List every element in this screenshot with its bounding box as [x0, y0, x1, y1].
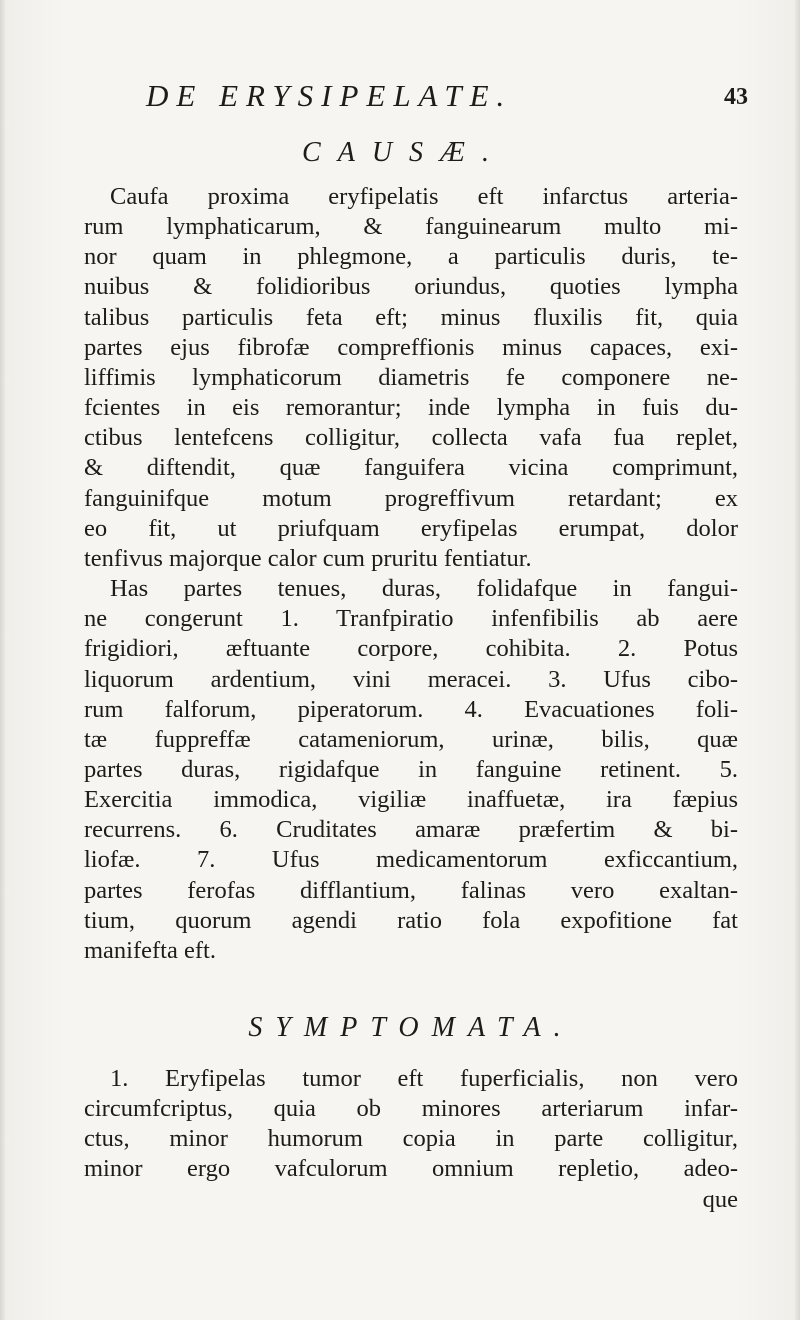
text-line: talibus particulis feta eft; minus fluxilis fit, quia: [84, 303, 738, 331]
text-line: rum lymphaticarum, & fanguinearum multo mi-: [84, 213, 738, 241]
text-line: nuibus & folidioribus oriundus, quoties lympha: [84, 273, 738, 301]
text-line: ctus, minor humorum copia in parte colligitur,: [84, 1125, 738, 1153]
text-line: nor quam in phlegmone, a particulis duris, te-: [84, 243, 738, 271]
text-line: Has partes tenues, duras, folidafque in fangui-: [110, 575, 738, 603]
text-line: Caufa proxima eryfipelatis eft infarctus arteria-: [110, 183, 738, 210]
causae-heading: CAUSÆ.: [302, 137, 506, 168]
text-line: ne congerunt 1. Tranfpiratio infenfibilis ab aere: [84, 605, 738, 633]
causae-body: [84, 182, 738, 966]
page-edge-right: [794, 0, 800, 1320]
running-title: DE ERYSIPELATE.: [146, 78, 513, 113]
text-line: fanguinifque motum progreffivum retardant; ex: [84, 484, 738, 512]
paragraph-proximate-cause: [84, 182, 738, 574]
text-line: eo fit, ut priufquam eryfipelas erumpat, dolor: [84, 514, 738, 542]
paragraph-remote-causes: [84, 574, 738, 966]
text-line: liquorum ardentium, vini meracei. 3. Ufus cibo-: [84, 665, 738, 693]
text-line: liffimis lymphaticorum diametris fe componere ne-: [84, 363, 738, 391]
text-line: manifefta eft.: [84, 936, 216, 964]
symptomata-heading: SYMPTOMATA.: [248, 1012, 574, 1043]
text-line: partes ferofas difflantium, falinas vero exaltan-: [84, 876, 738, 904]
running-head: [0, 78, 800, 118]
catchword: que: [702, 1185, 738, 1213]
text-line: ctibus lentefcens colligitur, collecta vafa fua replet,: [84, 424, 738, 452]
text-line: tium, quorum agendi ratio fola expofitione fat: [84, 906, 738, 934]
text-line: partes ejus fibrofæ compreffionis minus capaces, exi-: [84, 333, 738, 361]
text-line: Exercitia immodica, vigiliæ inaffuetæ, ira fæpius: [84, 786, 738, 814]
text-line: partes duras, rigidafque in fanguine retinent. 5.: [84, 755, 738, 783]
text-line: recurrens. 6. Cruditates amaræ præfertim & bi-: [84, 816, 738, 844]
page-edge-left: [0, 0, 6, 1320]
text-line: rum falforum, piperatorum. 4. Evacuationes foli-: [84, 695, 738, 723]
text-line: minor ergo vafculorum omnium repletio, adeo-: [84, 1155, 738, 1183]
text-line: frigidiori, æftuante corpore, cohibita. 2. Potus: [84, 635, 738, 663]
text-line: 1. Eryfipelas tumor eft fuperficialis, non vero: [110, 1065, 738, 1092]
text-line: tæ fuppreffæ catameniorum, urinæ, bilis, quæ: [84, 725, 738, 753]
text-line: circumfcriptus, quia ob minores arteriarum infar-: [84, 1095, 738, 1123]
text-line: liofæ. 7. Ufus medicamentorum exficcantium,: [84, 846, 738, 874]
text-line: & diftendit, quæ fanguifera vicina comprimunt,: [84, 454, 738, 482]
page-number: 43: [724, 84, 748, 110]
text-line: fcientes in eis remorantur; inde lympha in fuis du-: [84, 394, 738, 422]
symptomata-body: [84, 1064, 738, 1215]
text-line: tenfivus majorque calor cum pruritu fentiatur.: [84, 544, 532, 572]
